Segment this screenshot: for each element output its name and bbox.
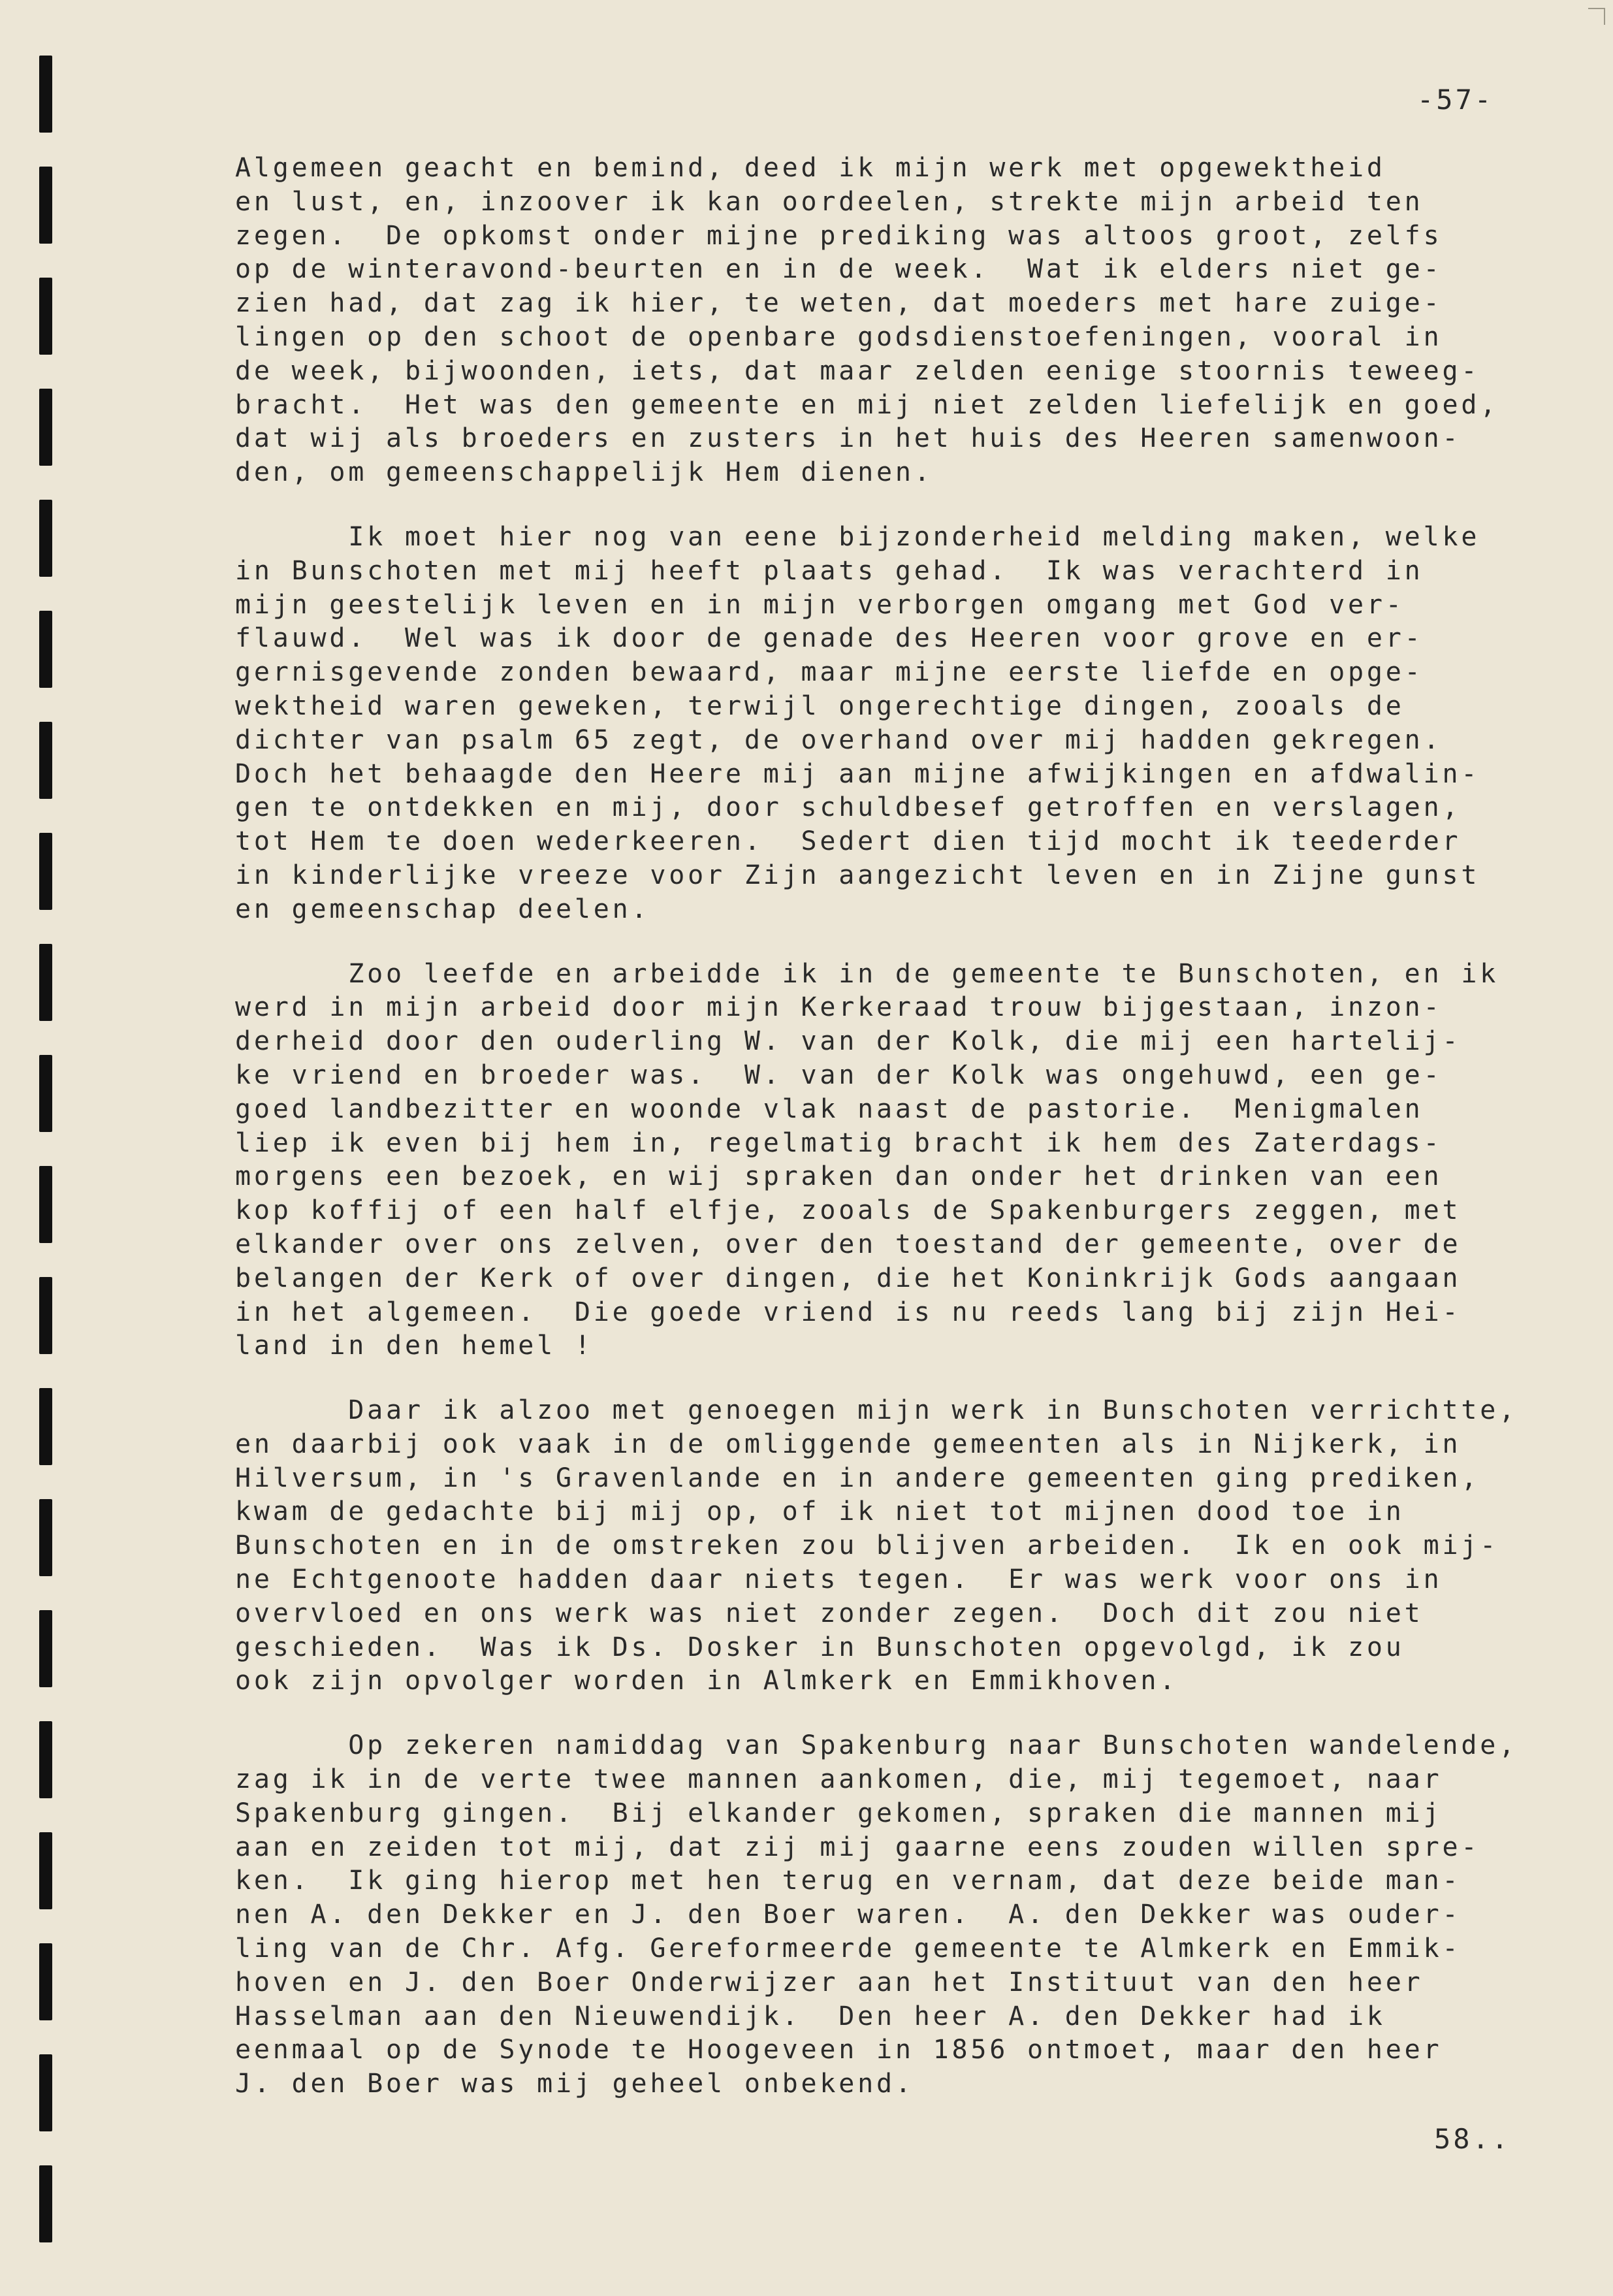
text-line: ke vriend en broeder was. W. van der Kolk was ongehuwd, een ge-	[235, 1059, 1443, 1090]
text-line: in kinderlijke vreeze voor Zijn aangezicht leven en in Zijne gunst	[235, 860, 1480, 890]
punch-hole	[39, 611, 52, 688]
text-line: Zoo leefde en arbeidde ik in de gemeente te Bunschoten, en ik	[235, 958, 1499, 989]
text-line: eenmaal op de Synode te Hoogeveen in 1856 ontmoet, maar den heer	[235, 2035, 1443, 2065]
text-line: ling van de Chr. Afg. Gereformeerde gemeente te Almkerk en Emmik-	[235, 1933, 1461, 1964]
text-line: derheid door den ouderling W. van der Kolk, die mij een hartelij-	[235, 1026, 1461, 1057]
text-line: kwam de gedachte bij mij op, of ik niet tot mijnen dood toe in	[235, 1496, 1405, 1527]
text-line: overvloed en ons werk was niet zonder zegen. Doch dit zou niet	[235, 1598, 1424, 1628]
paragraph	[235, 958, 1580, 1364]
text-line: dat wij als broeders en zusters in het huis des Heeren samenwoon-	[235, 423, 1461, 454]
text-line: ken. Ik ging hierop met hen terug en vernam, dat deze beide man-	[235, 1866, 1461, 1896]
text-line: gen te ontdekken en mij, door schuldbesef getroffen en verslagen,	[235, 792, 1461, 823]
text-line: werd in mijn arbeid door mijn Kerkeraad trouw bijgestaan, inzon-	[235, 992, 1443, 1023]
text-line: mijn geestelijk leven en in mijn verborgen omgang met God ver-	[235, 589, 1405, 620]
punch-hole	[39, 1055, 52, 1132]
document-body	[235, 152, 1580, 2132]
text-line: zegen. De opkomst onder mijne prediking was altoos groot, zelfs	[235, 220, 1443, 251]
text-line: dichter van psalm 65 zegt, de overhand over mij hadden gekregen.	[235, 724, 1443, 755]
text-line: en lust, en, inzoover ik kan oordeelen, strekte mijn arbeid ten	[235, 186, 1424, 217]
text-line: den, om gemeenschappelijk Hem dienen.	[235, 457, 933, 488]
text-line: op de winteravond-beurten en in de week. Wat ik elders niet ge-	[235, 254, 1443, 285]
punch-hole	[39, 1610, 52, 1687]
text-line: morgens een bezoek, en wij spraken dan onder het drinken van een	[235, 1161, 1443, 1192]
next-page-catchword: 58..	[1434, 2123, 1511, 2155]
text-line: wektheid waren geweken, terwijl ongerechtige dingen, zooals de	[235, 690, 1405, 721]
text-line: liep ik even bij hem in, regelmatig bracht ik hem des Zaterdags-	[235, 1127, 1443, 1158]
punch-hole	[39, 1277, 52, 1354]
text-line: de week, bijwoonden, iets, dat maar zelden eenige stoornis teweeg-	[235, 355, 1480, 386]
text-line: zien had, dat zag ik hier, te weten, dat moeders met hare zuige-	[235, 288, 1443, 319]
text-line: lingen op den schoot de openbare godsdienstoefeningen, vooral in	[235, 321, 1443, 352]
punch-hole	[39, 1166, 52, 1243]
text-line: flauwd. Wel was ik door de genade des Heeren voor grove en er-	[235, 623, 1424, 654]
text-line: tot Hem te doen wederkeeren. Sedert dien tijd mocht ik teederder	[235, 826, 1461, 857]
text-line: en gemeenschap deelen.	[235, 894, 650, 924]
punch-hole	[39, 1388, 52, 1465]
punch-hole	[39, 944, 52, 1021]
text-line: en daarbij ook vaak in de omliggende gemeenten als in Nijkerk, in	[235, 1429, 1461, 1459]
page-corner-mark	[1588, 8, 1605, 25]
text-line: zag ik in de verte twee mannen aankomen, die, mij tegemoet, naar	[235, 1764, 1443, 1795]
text-line: elkander over ons zelven, over den toestand der gemeente, over de	[235, 1229, 1461, 1259]
paragraph	[235, 1394, 1580, 1698]
text-line: aan en zeiden tot mij, dat zij mij gaarne eens zouden willen spre-	[235, 1832, 1480, 1862]
text-line: hoven en J. den Boer Onderwijzer aan het Instituut van den heer	[235, 1967, 1424, 1997]
punch-hole	[39, 1499, 52, 1576]
text-line: bracht. Het was den gemeente en mij niet zelden liefelijk en goed,	[235, 389, 1499, 420]
text-line: ook zijn opvolger worden in Almkerk en Emmikhoven.	[235, 1666, 1179, 1696]
text-line: Daar ik alzoo met genoegen mijn werk in Bunschoten verrichtte,	[235, 1395, 1518, 1426]
text-line: gernisgevende zonden bewaard, maar mijne eerste liefde en opge-	[235, 657, 1424, 688]
text-line: Op zekeren namiddag van Spakenburg naar Bunschoten wandelende,	[235, 1730, 1518, 1761]
punch-hole	[39, 1832, 52, 1909]
text-line: in Bunschoten met mij heeft plaats gehad. Ik was verachterd in	[235, 555, 1424, 586]
text-line: J. den Boer was mij geheel onbekend.	[235, 2069, 914, 2099]
text-line: Hasselman aan den Nieuwendijk. Den heer A. den Dekker had ik	[235, 2001, 1386, 2031]
text-line: in het algemeen. Die goede vriend is nu reeds lang bij zijn Hei-	[235, 1297, 1461, 1327]
text-line: ne Echtgenoote hadden daar niets tegen. Er was werk voor ons in	[235, 1564, 1443, 1595]
text-line: Doch het behaagde den Heere mij aan mijne afwijkingen en afdwalin-	[235, 758, 1480, 789]
text-line: geschieden. Was ik Ds. Dosker in Bunschoten opgevolgd, ik zou	[235, 1632, 1405, 1662]
punch-hole	[39, 2054, 52, 2131]
paragraph	[235, 1729, 1580, 2101]
punch-hole	[39, 389, 52, 466]
punch-hole	[39, 1721, 52, 1798]
text-line: Spakenburg gingen. Bij elkander gekomen, spraken die mannen mij	[235, 1798, 1443, 1828]
text-line: Algemeen geacht en bemind, deed ik mijn werk met opgewektheid	[235, 153, 1386, 183]
page-number: -57-	[1417, 84, 1494, 116]
paragraph	[235, 152, 1580, 490]
text-line: Bunschoten en in de omstreken zou blijven arbeiden. Ik en ook mij-	[235, 1530, 1499, 1561]
text-line: goed landbezitter en woonde vlak naast de pastorie. Menigmalen	[235, 1093, 1424, 1124]
text-line: Ik moet hier nog van eene bijzonderheid melding maken, welke	[235, 521, 1480, 552]
text-line: nen A. den Dekker en J. den Boer waren. A. den Dekker was ouder-	[235, 1900, 1461, 1930]
punch-hole	[39, 1943, 52, 2020]
punch-hole	[39, 167, 52, 244]
punch-hole	[39, 833, 52, 910]
punch-hole	[39, 722, 52, 799]
paragraph	[235, 521, 1580, 927]
punch-hole	[39, 56, 52, 133]
punch-hole	[39, 500, 52, 577]
text-line: belangen der Kerk of over dingen, die het Koninkrijk Gods aangaan	[235, 1263, 1461, 1293]
text-line: Hilversum, in 's Gravenlande en in andere gemeenten ging prediken,	[235, 1463, 1480, 1493]
text-line: land in den hemel !	[235, 1331, 594, 1361]
text-line: kop koffij of een half elfje, zooals de Spakenburgers zeggen, met	[235, 1195, 1461, 1226]
punch-hole	[39, 278, 52, 355]
punch-hole	[39, 2165, 52, 2242]
